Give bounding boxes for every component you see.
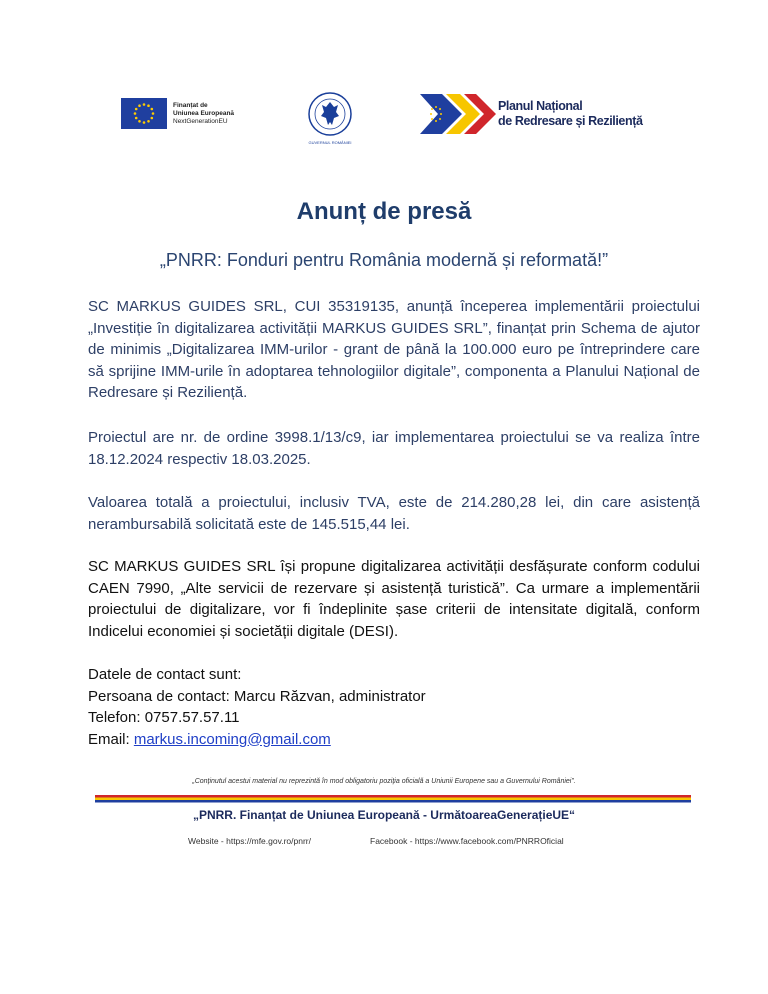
contact-block: [88, 664, 700, 750]
contact-phone: Telefon: 0757.57.57.11: [88, 709, 240, 726]
paragraph-project-value: Valoarea totală a proiectului, inclusiv TVA, este de 214.280,28 lei, din care asistență nerambursabilă solicitată este de 145.515,44 lei.: [88, 494, 700, 533]
page-subtitle: „PNRR: Fonduri pentru România modernă și reformată!”: [159, 250, 609, 270]
contact-person: Persoana de contact: Marcu Răzvan, administrator: [88, 687, 426, 705]
contact-email-label: Email:: [88, 730, 134, 748]
paragraph-digitalization: SC MARKUS GUIDES SRL își propune digitalizarea activității desfășurate conform codului CAEN 7990, „Alte servicii de rezervare și asistență turistică”. Ca urmare a implementării proiectului de digitalizare, vor fi îndeplinite șase criterii de intensitate digitală, conform Indicelui economiei și societății digitale (DESI).: [88, 558, 700, 640]
pnrr-flag-arrow-icon: [420, 94, 496, 134]
eu-logo-line1: Finanțat de: [173, 101, 208, 109]
footer-facebook-link[interactable]: Facebook - https://www.facebook.com/PNRROficial: [370, 836, 564, 846]
contact-email-link[interactable]: markus.incoming@gmail.com: [133, 730, 331, 748]
government-seal-text: GUVERNUL ROMÂNIEI: [308, 140, 352, 145]
pnrr-logo-text: [498, 99, 643, 129]
page-title: Anunț de presă: [296, 198, 472, 225]
eu-logo-text: [173, 102, 234, 126]
paragraph-project-period: Proiectul are nr. de ordine 3998.1/13/c9, iar implementarea proiectului se va realiza între 18.12.2024 respectiv 18.03.2025.: [88, 429, 700, 468]
footer-slogan: „PNRR. Finanțat de Uniunea Europeană - UrmătoareaGenerațieUE“: [192, 808, 576, 822]
footer-links: [188, 836, 608, 846]
paragraph-project-intro: SC MARKUS GUIDES SRL, CUI 35319135, anunță începerea implementării proiectului „Investiție în digitalizarea activității MARKUS GUIDES SRL”, finanțat prin Schema de ajutor de minimis „Digitalizarea IMM-urilor - grant de până la 100.000 euro pe întreprindere care să sprijine IMM-urile în adoptarea tehnologiilor digitale”, componenta a Planului Național de Redresare și Reziliență.: [88, 298, 700, 401]
eu-flag-icon: [121, 98, 167, 129]
footer-tricolor-divider: [95, 795, 691, 803]
contact-heading: Datele de contact sunt:: [88, 666, 242, 683]
contact-email-row: [88, 729, 700, 751]
eu-logo-line2: Uniunea Europeană: [173, 109, 235, 117]
footer-disclaimer: „Conținutul acestui material nu reprezintă în mod obligatoriu poziția oficială a Uniunii Europene sau a Guvernului României”.: [192, 778, 576, 785]
pnrr-logo-line2: de Redresare și Reziliență: [498, 114, 643, 128]
eu-logo-line3: NextGenerationEU: [173, 117, 228, 125]
government-seal-icon: [308, 92, 352, 136]
header-logos: [0, 88, 768, 148]
pnrr-logo-line1: Planul Național: [498, 99, 583, 113]
eu-funding-logo: [121, 98, 234, 129]
footer-website-link[interactable]: Website - https://mfe.gov.ro/pnrr/: [188, 836, 311, 846]
pnrr-logo: [420, 94, 643, 134]
